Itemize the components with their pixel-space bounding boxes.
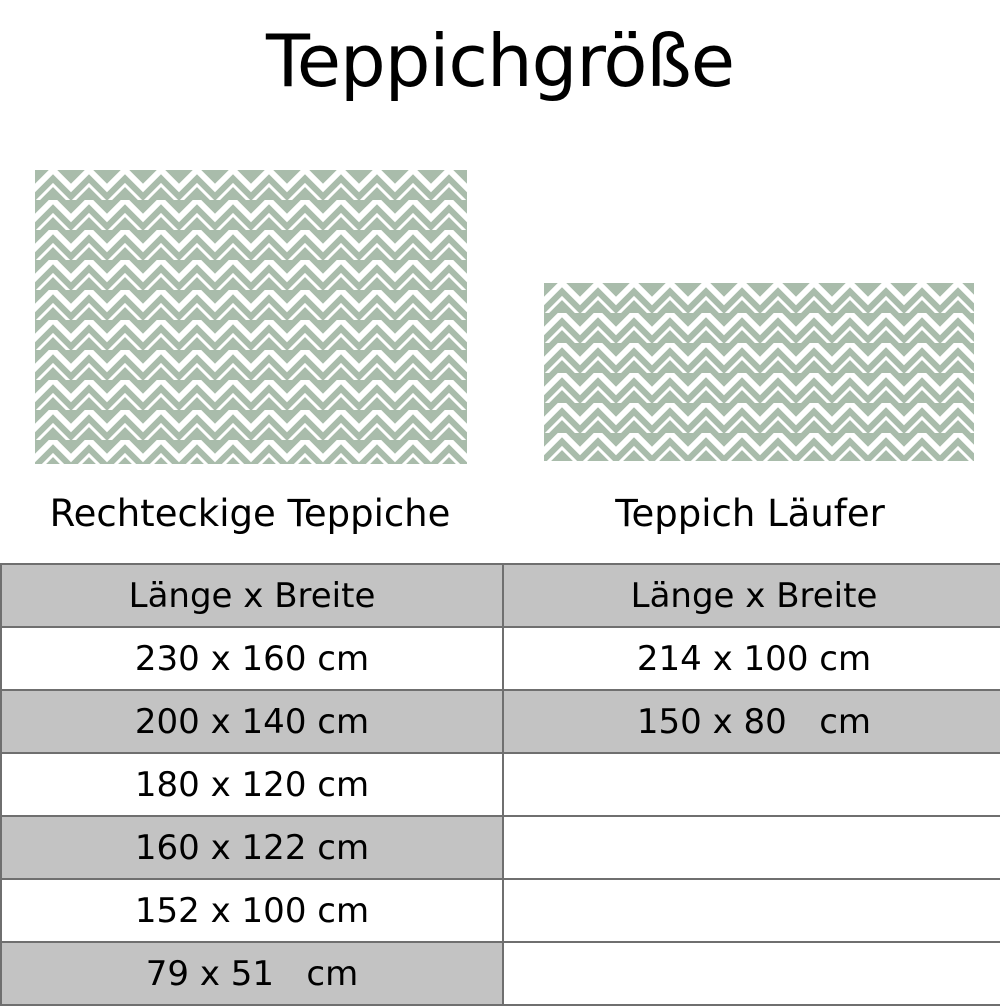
table-row xyxy=(1,879,1000,942)
table-row xyxy=(1,942,1000,1005)
table-cell-left xyxy=(1,690,503,753)
table-cell-left xyxy=(1,816,503,879)
table-cell-right-empty xyxy=(503,942,1000,1005)
table-row xyxy=(1,627,1000,690)
size-value: 150 x 80 cm xyxy=(636,701,872,742)
size-value: 214 x 100 cm xyxy=(636,638,872,679)
page-title: Teppichgröße xyxy=(265,19,735,103)
size-value: 79 x 51 cm xyxy=(145,953,359,994)
size-value: 200 x 140 cm xyxy=(134,701,370,742)
table-header-cell-right xyxy=(503,564,1000,627)
table-header-row xyxy=(1,564,1000,627)
table-cell-left xyxy=(1,879,503,942)
table-cell-right xyxy=(503,627,1000,690)
chevron-pattern-icon xyxy=(35,170,467,464)
table-row xyxy=(1,816,1000,879)
runner-rug-swatch xyxy=(544,283,974,461)
table-header-left-text: Länge x Breite xyxy=(128,575,376,616)
rectangular-rug-caption: Rechteckige Teppiche xyxy=(49,492,451,535)
chevron-pattern-icon xyxy=(544,283,974,461)
size-value: 230 x 160 cm xyxy=(134,638,370,679)
runner-rug-caption: Teppich Läufer xyxy=(615,492,885,535)
table-cell-right-empty xyxy=(503,879,1000,942)
table-row xyxy=(1,753,1000,816)
table-cell-left xyxy=(1,753,503,816)
size-value: 152 x 100 cm xyxy=(134,890,370,931)
table-row xyxy=(1,690,1000,753)
table-cell-right-empty xyxy=(503,753,1000,816)
size-value: 180 x 120 cm xyxy=(134,764,370,805)
table-cell-left xyxy=(1,942,503,1005)
size-value: 160 x 122 cm xyxy=(134,827,370,868)
table-cell-right xyxy=(503,690,1000,753)
size-table xyxy=(0,563,1000,1006)
table-cell-left xyxy=(1,627,503,690)
table-cell-right-empty xyxy=(503,816,1000,879)
rectangular-rug-swatch xyxy=(35,170,467,464)
table-header-cell-left xyxy=(1,564,503,627)
table-header-right-text: Länge x Breite xyxy=(630,575,878,616)
